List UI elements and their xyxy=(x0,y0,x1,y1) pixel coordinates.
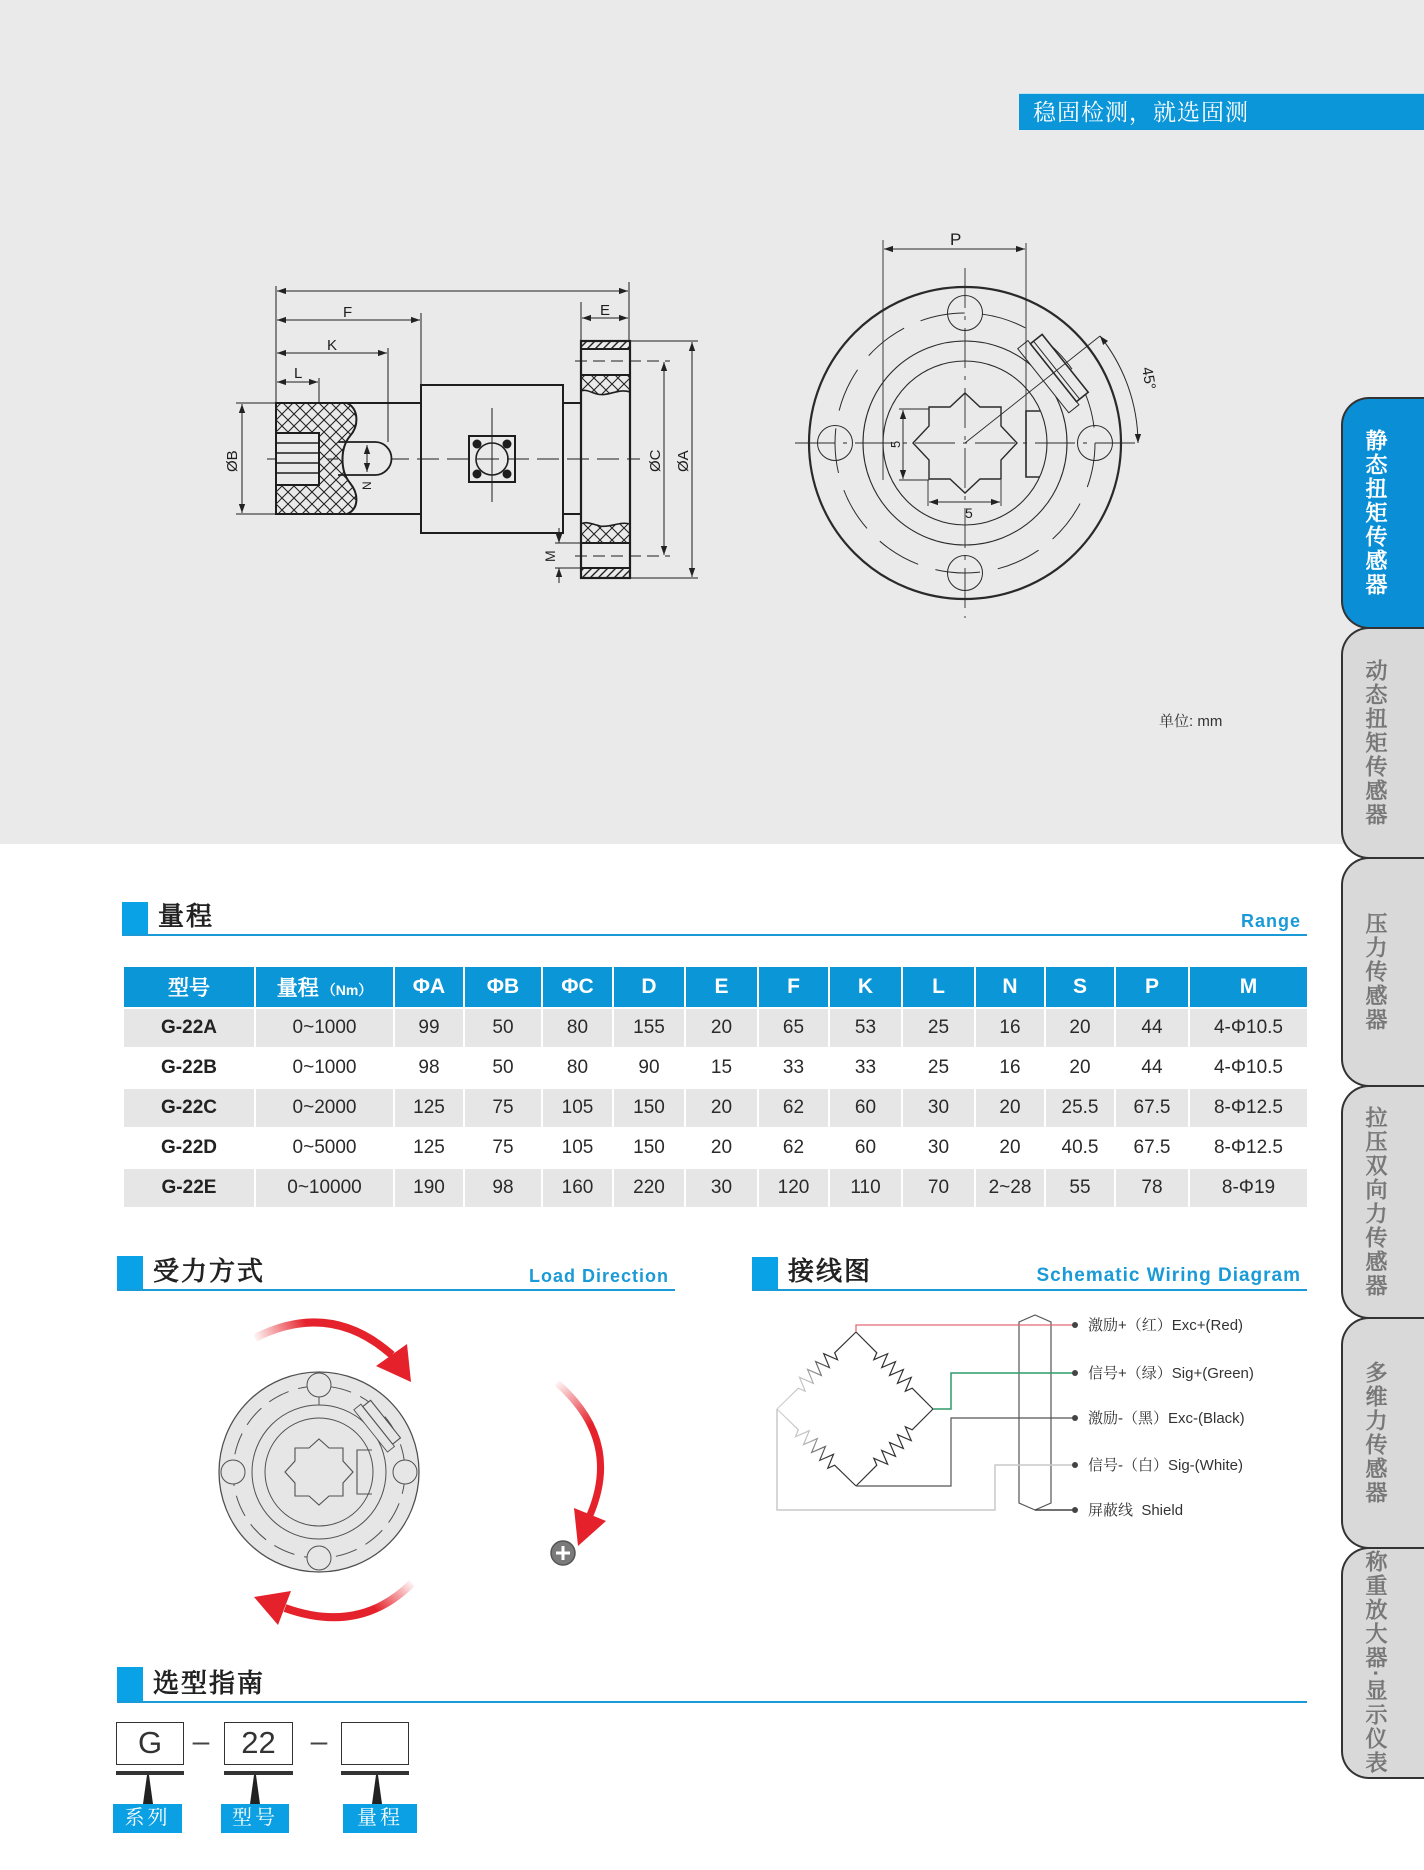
table-cell: 30 xyxy=(902,1088,975,1128)
table-cell: 15 xyxy=(685,1048,758,1088)
wire-label-sig-minus: 信号-（白）Sig-(White) xyxy=(1088,1457,1244,1474)
model-cell: G-22D xyxy=(123,1128,255,1168)
wire-label-sig-plus: 信号+（绿）Sig+(Green) xyxy=(1088,1365,1254,1382)
clockwise-arc-bottom xyxy=(285,1583,412,1617)
clockwise-arc-top xyxy=(255,1322,392,1355)
code-separator: – xyxy=(192,1725,210,1758)
table-cell: 160 xyxy=(542,1168,613,1208)
terminal-dot xyxy=(1072,1462,1078,1468)
table-cell: 98 xyxy=(394,1048,464,1088)
table-cell: 90 xyxy=(613,1048,685,1088)
table-cell: 20 xyxy=(1045,1048,1115,1088)
table-cell: 33 xyxy=(829,1048,902,1088)
dim-label-p: P xyxy=(950,230,962,249)
model-cell: G-22C xyxy=(123,1088,255,1128)
column-header-label: 型号 xyxy=(168,977,210,1000)
front-view-drawing xyxy=(795,240,1143,618)
code-box-series: G xyxy=(116,1722,184,1765)
table-cell: 2~28 xyxy=(975,1168,1045,1208)
section-subtitle: Range xyxy=(1240,911,1301,931)
dim-label-square-height: 5 xyxy=(888,440,903,448)
section-subtitle: Schematic Wiring Diagram xyxy=(1036,1265,1301,1286)
table-cell: 16 xyxy=(975,1008,1045,1048)
model-cell: G-22E xyxy=(123,1168,255,1208)
table-cell: 220 xyxy=(613,1168,685,1208)
wiring-labels xyxy=(1088,1317,1254,1519)
table-cell: 0~1000 xyxy=(255,1008,394,1048)
column-header-unit: （Nm） xyxy=(321,982,373,998)
side-tab-label: 多维力传感器 xyxy=(1363,1361,1388,1505)
terminal-dot xyxy=(1072,1507,1078,1513)
table-cell: 80 xyxy=(542,1008,613,1048)
column-header-label: N xyxy=(1002,975,1018,998)
dim-label-b: ØB xyxy=(224,450,241,472)
table-cell: 33 xyxy=(758,1048,829,1088)
flange-hatch-top xyxy=(581,341,630,349)
table-cell: 30 xyxy=(902,1128,975,1168)
table-cell: 125 xyxy=(394,1088,464,1128)
load-direction-diagram xyxy=(219,1372,419,1572)
dim-angle-arc xyxy=(1100,336,1138,443)
table-cell: 60 xyxy=(829,1088,902,1128)
flange-cross-hatch-top xyxy=(581,375,630,395)
front-extension-lines xyxy=(883,240,1026,506)
table-cell: 75 xyxy=(464,1088,542,1128)
model-cell: G-22B xyxy=(123,1048,255,1088)
column-header-label: ΦB xyxy=(486,975,520,998)
table-cell: 8-Φ12.5 xyxy=(1189,1128,1308,1168)
terminal-dot xyxy=(1072,1370,1078,1376)
table-cell: 4-Φ10.5 xyxy=(1189,1008,1308,1048)
table-cell: 30 xyxy=(685,1168,758,1208)
dim-label-n: N xyxy=(360,481,374,490)
table-cell: 4-Φ10.5 xyxy=(1189,1048,1308,1088)
side-tab-label: 称重放大器·显示仪表 xyxy=(1363,1550,1388,1776)
bolt-hole xyxy=(393,1460,417,1484)
wire-exc-plus xyxy=(856,1325,1075,1332)
dim-label-e: E xyxy=(600,302,611,319)
table-cell: 0~1000 xyxy=(255,1048,394,1088)
dim-label-k: K xyxy=(327,337,338,354)
column-header-label: L xyxy=(932,975,945,998)
dim-label-angle: 45° xyxy=(1138,365,1159,392)
table-cell: 20 xyxy=(1045,1008,1115,1048)
table-cell: 25 xyxy=(902,1048,975,1088)
terminal-dot xyxy=(1072,1415,1078,1421)
section-title: 选型指南 xyxy=(153,1668,266,1698)
connector-slot xyxy=(1026,411,1040,477)
wiring-diagram xyxy=(777,1315,1078,1513)
table-cell: 99 xyxy=(394,1008,464,1048)
table-cell: 190 xyxy=(394,1168,464,1208)
table-cell: 0~2000 xyxy=(255,1088,394,1128)
wire-label-shield: 屏蔽线 Shield xyxy=(1088,1502,1184,1519)
resistor xyxy=(777,1409,856,1486)
column-header-label: F xyxy=(787,975,800,998)
resistor xyxy=(856,1409,933,1486)
table-cell: 25.5 xyxy=(1045,1088,1115,1128)
table-cell: 50 xyxy=(464,1048,542,1088)
table-cell: 40.5 xyxy=(1045,1128,1115,1168)
terminal-dot xyxy=(1072,1322,1078,1328)
code-label-range: 量程 xyxy=(343,1804,417,1833)
flange-hatch-bottom xyxy=(581,568,630,578)
column-header-label: D xyxy=(641,975,657,998)
table-cell: 70 xyxy=(902,1168,975,1208)
bolt-hole xyxy=(307,1546,331,1570)
table-cell: 67.5 xyxy=(1115,1088,1189,1128)
cable-sheath xyxy=(1019,1315,1051,1510)
column-header-label: S xyxy=(1072,975,1087,998)
wire-sig-plus xyxy=(933,1373,1075,1409)
slogan-text: 稳固检测，就选固测 xyxy=(1033,99,1249,125)
side-tab-label: 静态扭矩传感器 xyxy=(1363,429,1388,597)
wire-exc-minus xyxy=(856,1418,1075,1486)
side-tab-label: 动态扭矩传感器 xyxy=(1363,659,1388,827)
table-cell: 60 xyxy=(829,1128,902,1168)
section-subtitle: Load Direction xyxy=(528,1266,669,1286)
plus-icon xyxy=(551,1541,575,1565)
table-cell: 65 xyxy=(758,1008,829,1048)
table-cell: 0~5000 xyxy=(255,1128,394,1168)
table-cell: 0~10000 xyxy=(255,1168,394,1208)
dim-label-f: F xyxy=(343,304,353,321)
column-header-label: P xyxy=(1144,975,1159,998)
table-cell: 75 xyxy=(464,1128,542,1168)
table-cell: 150 xyxy=(613,1088,685,1128)
dim-label-a: ØA xyxy=(675,450,692,472)
table-cell: 20 xyxy=(685,1008,758,1048)
table-cell: 20 xyxy=(975,1128,1045,1168)
table-cell: 105 xyxy=(542,1088,613,1128)
side-tab-label: 压力传感器 xyxy=(1363,912,1388,1032)
table-cell: 50 xyxy=(464,1008,542,1048)
table-cell: 155 xyxy=(613,1008,685,1048)
table-cell: 25 xyxy=(902,1008,975,1048)
resistor xyxy=(777,1332,856,1409)
bolt-hole xyxy=(307,1373,331,1397)
table-cell: 20 xyxy=(685,1128,758,1168)
section-title: 受力方式 xyxy=(153,1256,266,1286)
dim-label-m: M xyxy=(542,550,558,562)
table-cell: 20 xyxy=(975,1088,1045,1128)
wire-label-exc-minus: 激励-（黑）Exc-(Black) xyxy=(1088,1410,1245,1427)
bolt-hole xyxy=(221,1460,245,1484)
table-cell: 8-Φ19 xyxy=(1189,1168,1308,1208)
table-cell: 125 xyxy=(394,1128,464,1168)
spline-keyway xyxy=(276,433,319,485)
code-separator: – xyxy=(310,1725,328,1758)
dim-label-c: ØC xyxy=(647,449,664,472)
wire-label-exc-plus: 激励+（红）Exc+(Red) xyxy=(1088,1317,1244,1334)
unit-note: 单位: mm xyxy=(1159,713,1223,730)
flange-cross-hatch-bottom xyxy=(581,523,630,543)
model-cell: G-22A xyxy=(123,1008,255,1048)
side-view-drawing xyxy=(236,282,698,583)
column-header-label: K xyxy=(857,975,874,998)
code-box-model: 22 xyxy=(224,1722,293,1765)
code-label-model: 型号 xyxy=(221,1804,289,1833)
dim-label-l: L xyxy=(294,365,303,382)
table-cell: 78 xyxy=(1115,1168,1189,1208)
table-cell: 62 xyxy=(758,1088,829,1128)
connector xyxy=(469,408,515,502)
table-cell: 110 xyxy=(829,1168,902,1208)
column-header-label: ΦC xyxy=(561,975,594,998)
column-header-label: M xyxy=(1239,975,1258,998)
table-cell: 44 xyxy=(1115,1048,1189,1088)
table-cell: 150 xyxy=(613,1128,685,1168)
table-cell: 44 xyxy=(1115,1008,1189,1048)
shaft-pin xyxy=(338,442,392,475)
table-cell: 98 xyxy=(464,1168,542,1208)
table-cell: 16 xyxy=(975,1048,1045,1088)
section-title: 量程 xyxy=(158,901,215,931)
column-header-label: ΦA xyxy=(412,975,446,998)
side-tab-label: 拉压双向力传感器 xyxy=(1363,1106,1388,1298)
table-cell: 80 xyxy=(542,1048,613,1088)
table-cell: 120 xyxy=(758,1168,829,1208)
table-cell: 67.5 xyxy=(1115,1128,1189,1168)
table-cell: 55 xyxy=(1045,1168,1115,1208)
section-title: 接线图 xyxy=(788,1256,873,1286)
table-cell: 8-Φ12.5 xyxy=(1189,1088,1308,1128)
column-header-label: E xyxy=(714,975,729,998)
dim-label-square-width: 5 xyxy=(965,505,973,521)
code-label-series: 系列 xyxy=(113,1804,182,1833)
table-cell: 20 xyxy=(685,1088,758,1128)
table-cell: 62 xyxy=(758,1128,829,1168)
positive-direction-arc xyxy=(557,1383,601,1515)
resistor xyxy=(856,1332,933,1409)
table-cell: 53 xyxy=(829,1008,902,1048)
table-cell: 105 xyxy=(542,1128,613,1168)
column-header-label: 量程 xyxy=(276,977,319,1000)
